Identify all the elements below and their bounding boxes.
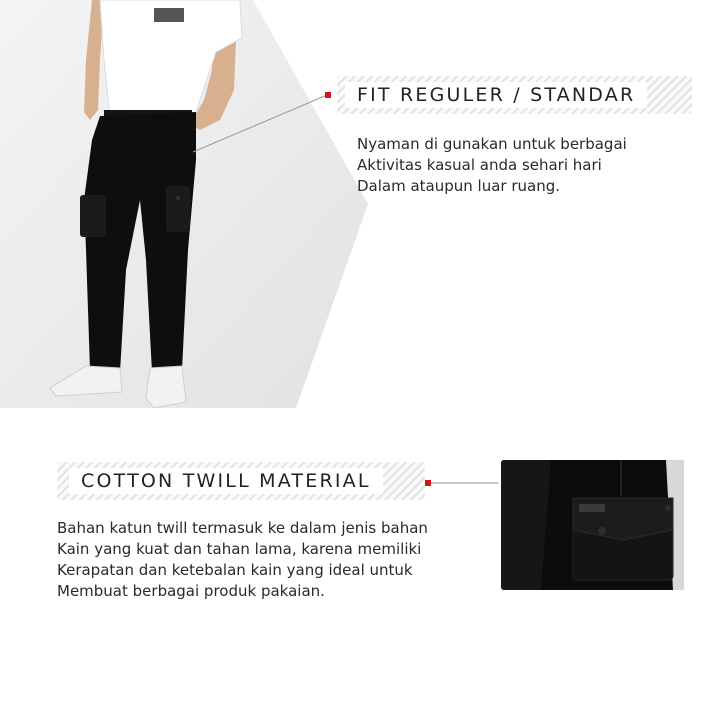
- heading-marker: [325, 92, 331, 98]
- fit-description: [357, 134, 627, 197]
- heading-marker: [425, 480, 431, 486]
- material-line: Kerapatan dan ketebalan kain yang ideal untuk: [57, 561, 413, 579]
- fabric-closeup-photo: [501, 460, 684, 590]
- material-line: Kain yang kuat dan tahan lama, karena memiliki: [57, 540, 422, 558]
- material-description: [57, 518, 428, 602]
- fit-line: Dalam ataupun luar ruang.: [357, 177, 561, 195]
- material-heading-box: [57, 462, 425, 500]
- fit-line: Nyaman di gunakan untuk berbagai: [357, 135, 627, 153]
- material-line: Membuat berbagai produk pakaian.: [57, 582, 325, 600]
- fit-heading-box: [337, 76, 692, 114]
- fit-heading: FIT REGULER / STANDAR: [357, 84, 636, 106]
- fit-line: Aktivitas kasual anda sehari hari: [357, 156, 602, 174]
- material-heading: COTTON TWILL MATERIAL: [81, 470, 371, 492]
- material-line: Bahan katun twill termasuk ke dalam jenis bahan: [57, 519, 428, 537]
